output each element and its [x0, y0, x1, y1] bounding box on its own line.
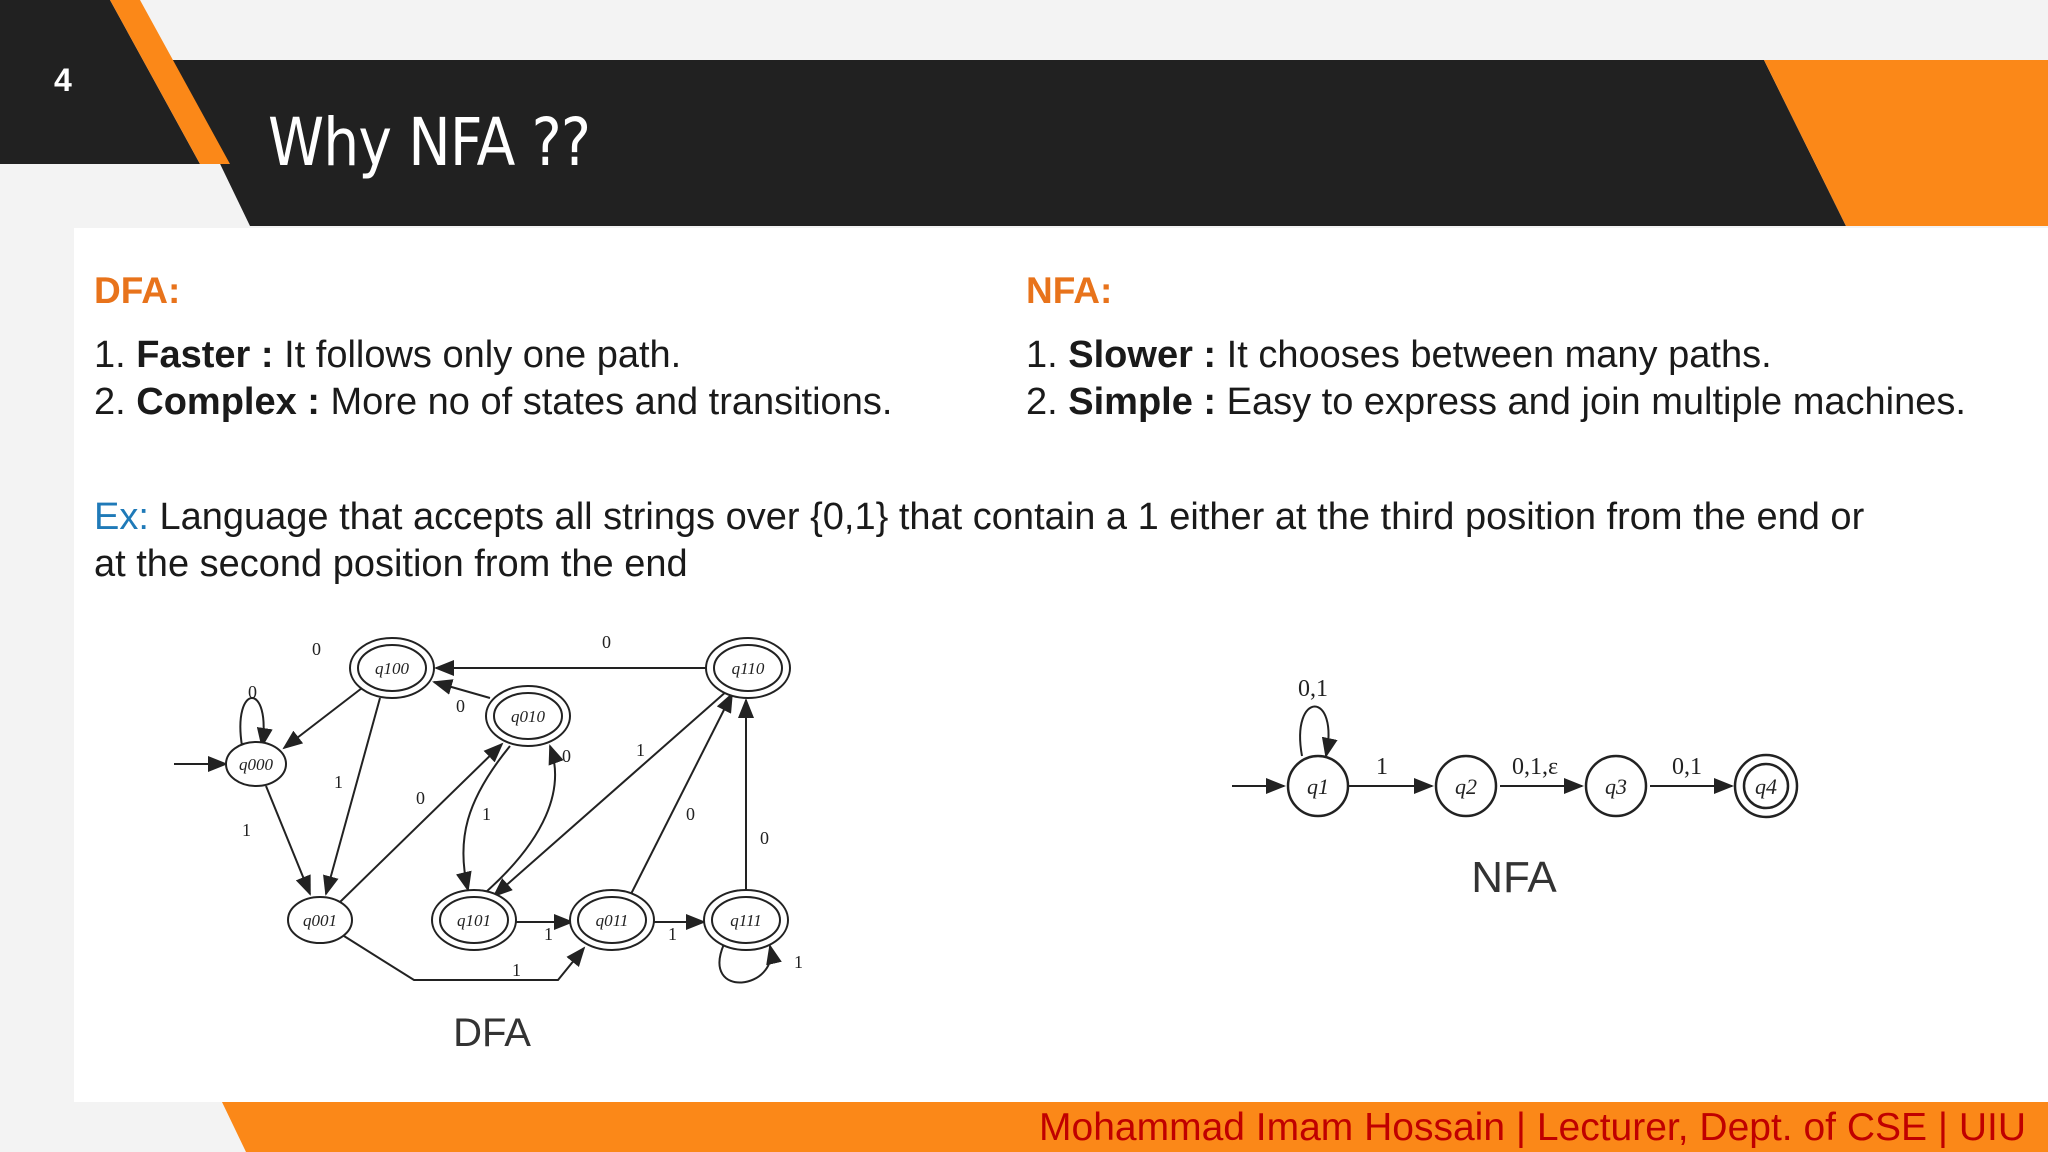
nfa-heading: NFA: [1026, 270, 1113, 311]
dfa-edge-label: 1 [242, 820, 251, 840]
dfa-edge-label: 0 [562, 746, 571, 766]
dfa-point-2-num: 2. [94, 381, 126, 423]
dfa-point-2-term: Complex : [136, 381, 320, 423]
dfa-state-label: q101 [457, 911, 491, 930]
nfa-state-label: q4 [1755, 774, 1777, 799]
dfa-state-label: q011 [595, 911, 629, 930]
nfa-state-label: q1 [1307, 774, 1329, 799]
nfa-point-1-term: Slower : [1068, 334, 1217, 376]
nfa-state-q4 [1735, 755, 1797, 817]
dfa-edge-label: 0 [248, 682, 257, 702]
nfa-point-2-term: Simple : [1068, 381, 1217, 423]
dfa-point-2-text: More no of states and transitions. [330, 381, 893, 423]
nfa-edge-q1-q1 [1300, 707, 1328, 757]
example-text-1: Language that accepts all strings over {0,1} that contain a 1 either at the third position from the end or [159, 496, 1865, 538]
nfa-state-q1 [1288, 756, 1348, 816]
dfa-edge-label: 1 [544, 924, 553, 944]
nfa-point-1-num: 1. [1026, 334, 1058, 376]
dfa-point-1-text: It follows only one path. [284, 334, 682, 376]
dfa-edge-label: 1 [636, 740, 645, 760]
example-label: Ex: [94, 496, 149, 538]
dfa-state-label: q100 [375, 659, 409, 678]
nfa-caption: NFA [1471, 853, 1557, 902]
example-line-2: at the second position from the end [94, 543, 688, 585]
dfa-edge-label: 1 [482, 804, 491, 824]
dfa-edge-label: 0 [602, 632, 611, 652]
nfa-edge-label: 0,1 [1298, 676, 1328, 702]
nfa-point-1-text: It chooses between many paths. [1226, 334, 1772, 376]
dfa-edge-label: 1 [668, 924, 677, 944]
nfa-state-label: q2 [1455, 774, 1477, 799]
dfa-edge-label: 0 [760, 828, 769, 848]
nfa-point-2-num: 2. [1026, 381, 1058, 423]
slide-title: Why NFA ?? [268, 104, 591, 181]
dfa-caption: DFA [453, 1011, 531, 1055]
dfa-state-label: q111 [730, 911, 762, 930]
dfa-state-label: q001 [303, 911, 337, 930]
dfa-edge-label: 0 [416, 788, 425, 808]
dfa-edge-label: 1 [334, 772, 343, 792]
dfa-state-label: q000 [239, 755, 273, 774]
nfa-state-q2 [1436, 756, 1496, 816]
dfa-edge-label: 1 [794, 952, 803, 972]
dfa-edge-label: 0 [456, 696, 465, 716]
slide-number: 4 [54, 62, 72, 98]
dfa-edge-label: 0 [686, 804, 695, 824]
dfa-point-1-term: Faster : [136, 334, 274, 376]
dfa-state-label: q110 [731, 659, 765, 678]
nfa-edge-label: 1 [1376, 754, 1388, 780]
dfa-heading: DFA: [94, 270, 181, 311]
nfa-point-2-text: Easy to express and join multiple machines. [1226, 381, 1966, 423]
dfa-state-label: q010 [511, 707, 545, 726]
nfa-state-q3 [1586, 756, 1646, 816]
dfa-point-1-num: 1. [94, 334, 126, 376]
nfa-edge-label: 0,1 [1672, 754, 1702, 780]
nfa-state-label: q3 [1605, 774, 1627, 799]
nfa-edge-label: 0,1,ε [1512, 754, 1559, 780]
dfa-edge-label: 0 [312, 639, 321, 659]
dfa-edge-label: 1 [512, 960, 521, 980]
footer-credit: Mohammad Imam Hossain | Lecturer, Dept. of CSE | UIU [1039, 1106, 2026, 1149]
